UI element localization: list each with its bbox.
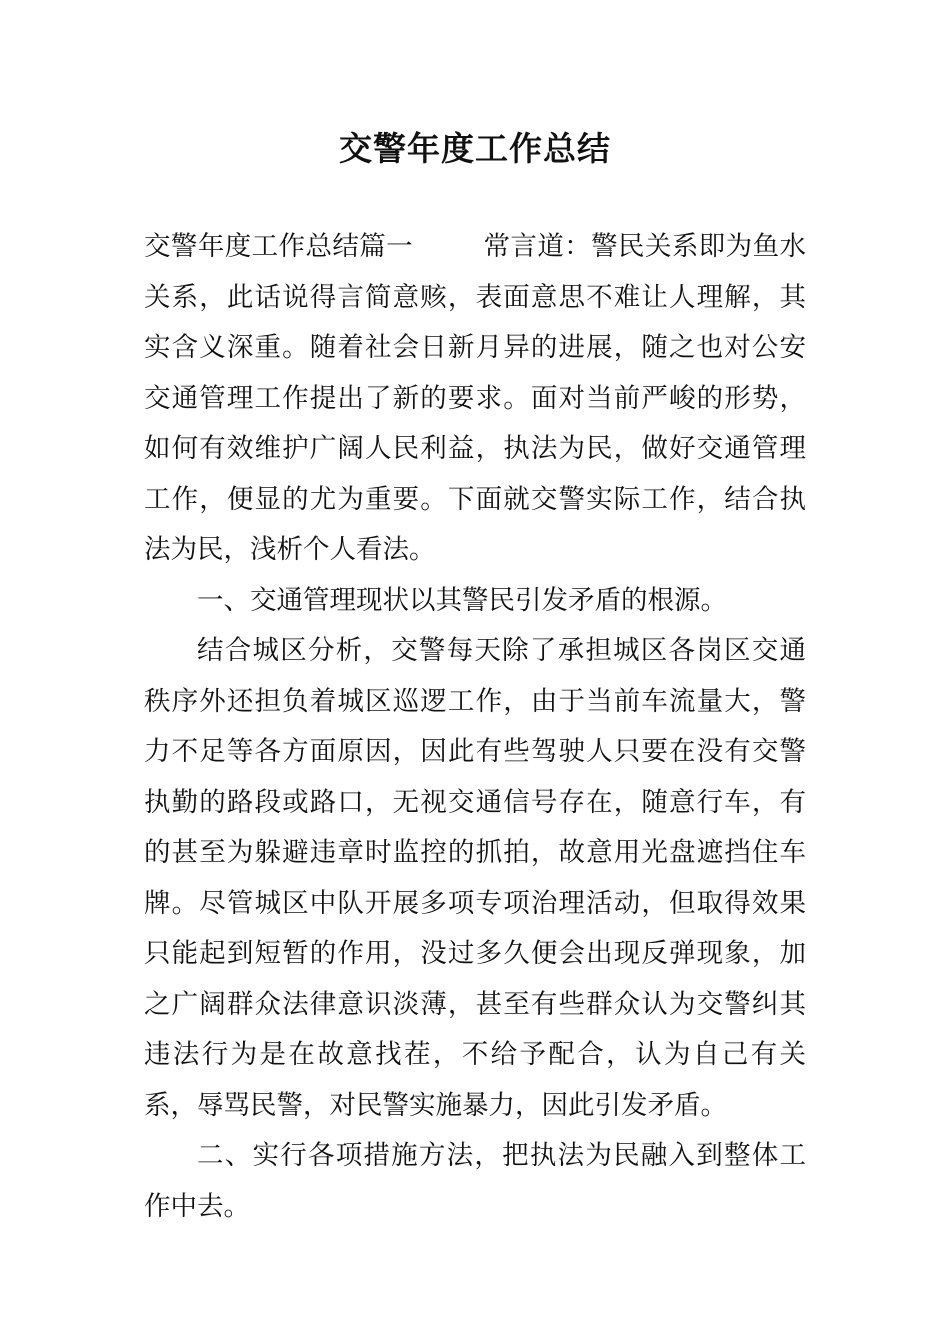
document-body — [144, 222, 806, 1232]
document-title: 交警年度工作总结 — [339, 129, 611, 168]
paragraph-intro — [144, 222, 806, 576]
paragraph-section-one-heading: 一、交通管理现状以其警民引发矛盾的根源。 — [197, 584, 727, 616]
paragraph-section-one-body: 结合城区分析，交警每天除了承担城区各岗区交通秩序外还担负着城区巡逻工作，由于当前车流量大，警力不足等各方面原因，因此有些驾驶人只要在没有交警执勤的路段或路口，无视交通信号存在，随意行车，有的甚至为躲避违章时监控的抓拍，故意用光盘遮挡住车牌。尽管城区中队开展多项专项治理活动，但取得效果只能起到短暂的作用，没过多久便会出现反弹现象，加之广阔群众法律意识淡薄，甚至有些群众认为交警纠其违法行为是在故意找茬，不给予配合，认为自己有关系，辱骂民警，对民警实施暴力，因此引发矛盾。 — [144, 635, 806, 1121]
section-heading: 交警年度工作总结篇一 — [144, 231, 414, 262]
paragraph-section-two-heading: 二、实行各项措施方法，把执法为民融入到整体工作中去。 — [144, 1140, 806, 1222]
paragraph-text: 常言道：警民关系即为鱼水关系，此话说得言简意赅，表面意思不难让人理解，其实含义深重。随着社会日新月异的进展，随之也对公安交通管理工作提出了新的要求。面对当前严峻的形势，如何有效维护广阔人民利益，执法为民，做好交通管理工作，便显的尤为重要。下面就交警实际工作，结合执法为民，浅析个人看法。 — [144, 231, 807, 565]
